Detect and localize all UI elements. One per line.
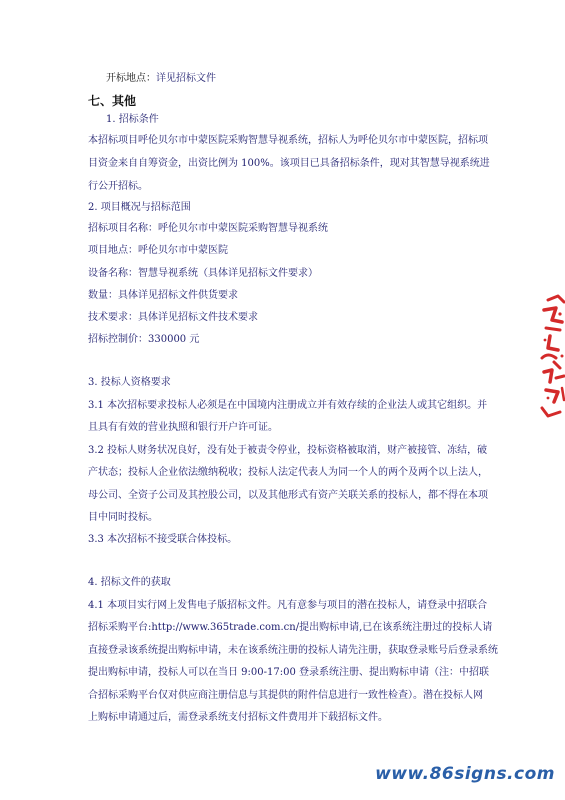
s3-requirement-line: 目中同时投标。 [88,512,158,523]
s2-price: 招标控制价：330000 元 [88,334,200,345]
s1-paragraph-line: 目资金来自自筹资金，出资比例为 100%。该项目已具备招标条件，现对其智慧导视系统进 [88,158,490,169]
s4-heading: 4. 招标文件的获取 [88,577,171,588]
s4-paragraph-line: 4.1 本项目实行网上发售电子版招标文件。凡有意参与项目的潜在投标人，请登录中招联合 [88,600,488,611]
s3-requirement-line: 且具有有效的营业执照和银行开户许可证。 [88,422,278,433]
s4-paragraph-line: 合招标采购平台仅对供应商注册信息与其提供的附件信息进行一致性检查）。潜在投标人网 [88,690,483,701]
s1-paragraph-line: 本招标项目呼伦贝尔市中蒙医院采购智慧导视系统，招标人为呼伦贝尔市中蒙医院，招标项 [88,135,488,146]
s3-requirement-line: 3.3 本次招标不接受联合体投标。 [88,534,238,545]
opening-location-value: 详见招标文件 [156,73,216,84]
s1-heading: 1. 招标条件 [106,114,159,125]
s3-heading: 3. 投标人资格要求 [88,377,171,388]
s2-tech: 技术要求：具体详见招标文件技术要求 [88,312,258,323]
s4-paragraph-line: 直接登录该系统提出购标申请，未在该系统注册的投标人请先注册，获取登录账号后登录系统 [88,645,498,656]
section-title: 七、其他 [88,94,137,108]
opening-location [106,72,216,86]
s4-paragraph-line: 招标采购平台:http://www.365trade.com.cn/提出购标申请,已在该系统注册过的投标人请 [88,622,493,633]
s2-project-name: 招标项目名称：呼伦贝尔市中蒙医院采购智慧导视系统 [88,223,328,234]
s4-paragraph-line: 提出购标申请，投标人可以在当日 9:00-17:00 登录系统注册、提出购标申请（注：中招联 [88,667,490,678]
s3-requirement-line: 3.2 投标人财务状况良好，没有处于被责令停业，投标资格被取消，财产被接管、冻结，破 [88,445,488,456]
s3-requirement-line: 3.1 本次招标要求投标人必须是在中国境内注册成立并有效存续的企业法人或其它组织。并 [88,400,488,411]
s4-paragraph-line: 上购标申请通过后，需登录系统支付招标文件费用并下载招标文件。 [88,712,388,723]
s2-project-place: 项目地点：呼伦贝尔市中蒙医院 [88,245,228,256]
watermark-text: www.86signs.com [375,764,555,784]
opening-location-label: 开标地点： [106,73,156,84]
s3-requirement-line: 母公司、全资子公司及其控股公司，以及其他形式有资产关联关系的投标人，都不得在本项 [88,490,488,501]
red-seal-stamp [536,292,565,422]
s3-requirement-line: 产状态；投标人企业依法缴纳税收；投标人法定代表人为同一个人的两个及两个以上法人， [88,467,488,478]
s2-quantity: 数量：具体详见招标文件供货要求 [88,290,238,301]
s2-heading: 2. 项目概况与招标范围 [88,202,191,213]
s2-equipment: 设备名称：智慧导视系统（具体详见招标文件要求） [88,268,318,279]
s1-paragraph-line: 行公开招标。 [88,181,148,192]
seal-icon [536,292,565,422]
